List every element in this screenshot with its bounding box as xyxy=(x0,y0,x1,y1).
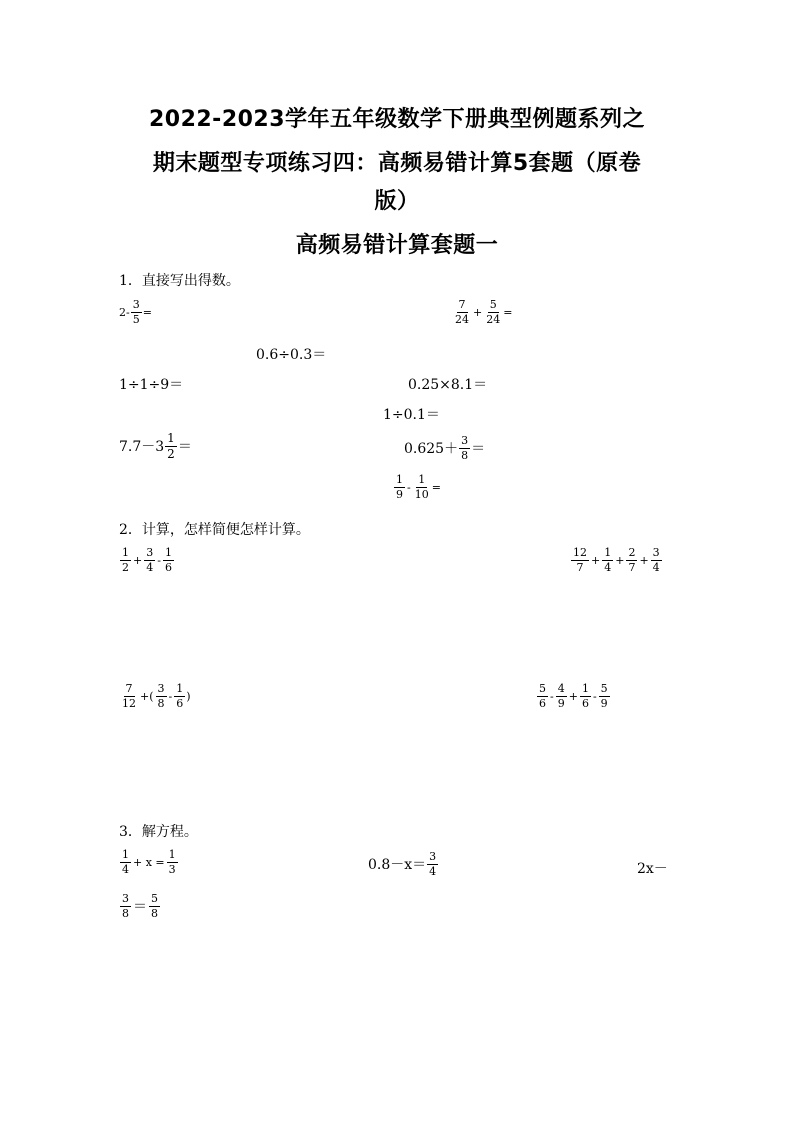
q1-expr-1 xyxy=(119,299,152,325)
q3-equation-1: $\frac{1}{4}$ + x = $\frac{1}{3}$ xyxy=(122,848,176,876)
q1-expr-2: $\frac{7}{24}$ + $\frac{5}{24}$ = xyxy=(455,298,513,326)
fraction: $\frac{1}{6}$ xyxy=(164,546,172,574)
text: 2- xyxy=(119,305,130,319)
fraction: $\frac{3}{8}$ xyxy=(461,434,469,462)
q1-expr-4: 1÷1÷9＝ xyxy=(119,377,184,393)
fraction: $\frac{5}{6}$ xyxy=(539,682,546,710)
doc-title-line1: 2022-2023学年五年级数学下册典型例题系列之 xyxy=(148,107,646,132)
fraction: $\frac{3}{4}$ xyxy=(429,850,437,878)
q3-equation-3-part1: 2x－ xyxy=(637,861,668,877)
fraction: $\frac{3}{8}$ xyxy=(122,892,129,920)
fraction: $\frac{1}{6}$ xyxy=(176,682,184,710)
fraction: $\frac{5}{24}$ xyxy=(486,298,501,326)
q1-expr-5: 0.25×8.1＝ xyxy=(408,377,488,393)
doc-title-line2: 期末题型专项练习四：高频易错计算5套题（原卷 xyxy=(152,151,642,176)
q1-expr-9: $\frac{1}{9}$ - $\frac{1}{10}$ = xyxy=(396,473,441,501)
fraction: $\frac{1}{2}$ xyxy=(167,431,175,461)
q1-expr-3: 0.6÷0.3＝ xyxy=(256,347,327,363)
q3-equation-2: 0.8－x＝ $\frac{3}{4}$ xyxy=(368,850,437,878)
fraction: $\frac{1}{9}$ xyxy=(396,473,403,501)
doc-title-line3: 版） xyxy=(374,189,420,214)
q1-expr-8: 0.625＋ $\frac{3}{8}$ ＝ xyxy=(404,434,486,462)
q2-heading: 2．计算，怎样简便怎样计算。 xyxy=(119,522,310,538)
q1-expr-6: 1÷0.1＝ xyxy=(383,407,440,423)
q3-equation-3-part2: $\frac{3}{8}$ ＝ $\frac{5}{8}$ xyxy=(122,892,158,920)
q2-expr-2: $\frac{12}{7}$ + $\frac{1}{4}$ + $\frac{2}{7}$ + $\frac{3}{4}$ xyxy=(573,546,660,574)
fraction: $\frac{2}{7}$ xyxy=(628,546,636,574)
fraction: $\frac{7}{12}$ xyxy=(122,682,136,710)
fraction: $\frac{5}{9}$ xyxy=(600,682,608,710)
fraction: $\frac{5}{8}$ xyxy=(151,892,158,920)
fraction: $\frac{1}{2}$ xyxy=(122,546,129,574)
fraction: $\frac{4}{9}$ xyxy=(557,682,565,710)
fraction: $\frac{3}{8}$ xyxy=(157,682,165,710)
q3-heading: 3．解方程。 xyxy=(119,824,198,840)
q1-heading: 1．直接写出得数。 xyxy=(119,273,240,289)
fraction: $\frac{3}{4}$ xyxy=(652,546,660,574)
fraction: $\frac{3}{5}$ xyxy=(132,298,140,326)
text: = xyxy=(142,305,152,319)
fraction: $\frac{1}{10}$ xyxy=(414,473,429,501)
fraction: $\frac{3}{4}$ xyxy=(146,546,154,574)
q2-expr-1: $\frac{1}{2}$ + $\frac{3}{4}$ - $\frac{1}{6}$ xyxy=(122,546,172,574)
fraction: $\frac{7}{24}$ xyxy=(455,298,469,326)
q2-expr-3: $\frac{7}{12}$ +( $\frac{3}{8}$ - $\frac{1}{6}$ ) xyxy=(122,682,191,710)
fraction: $\frac{1}{4}$ xyxy=(122,848,129,876)
q2-expr-4: $\frac{5}{6}$ - $\frac{4}{9}$ + $\frac{1}{6}$ - $\frac{5}{9}$ xyxy=(539,682,608,710)
fraction: $\frac{1}{6}$ xyxy=(581,682,589,710)
fraction: $\frac{12}{7}$ xyxy=(573,546,587,574)
fraction: $\frac{1}{4}$ xyxy=(604,546,612,574)
section-title: 高频易错计算套题一 xyxy=(295,233,499,258)
q1-expr-7: 7.7－3 $\frac{1}{2}$ ＝ xyxy=(119,431,192,461)
fraction: $\frac{1}{3}$ xyxy=(168,848,176,876)
